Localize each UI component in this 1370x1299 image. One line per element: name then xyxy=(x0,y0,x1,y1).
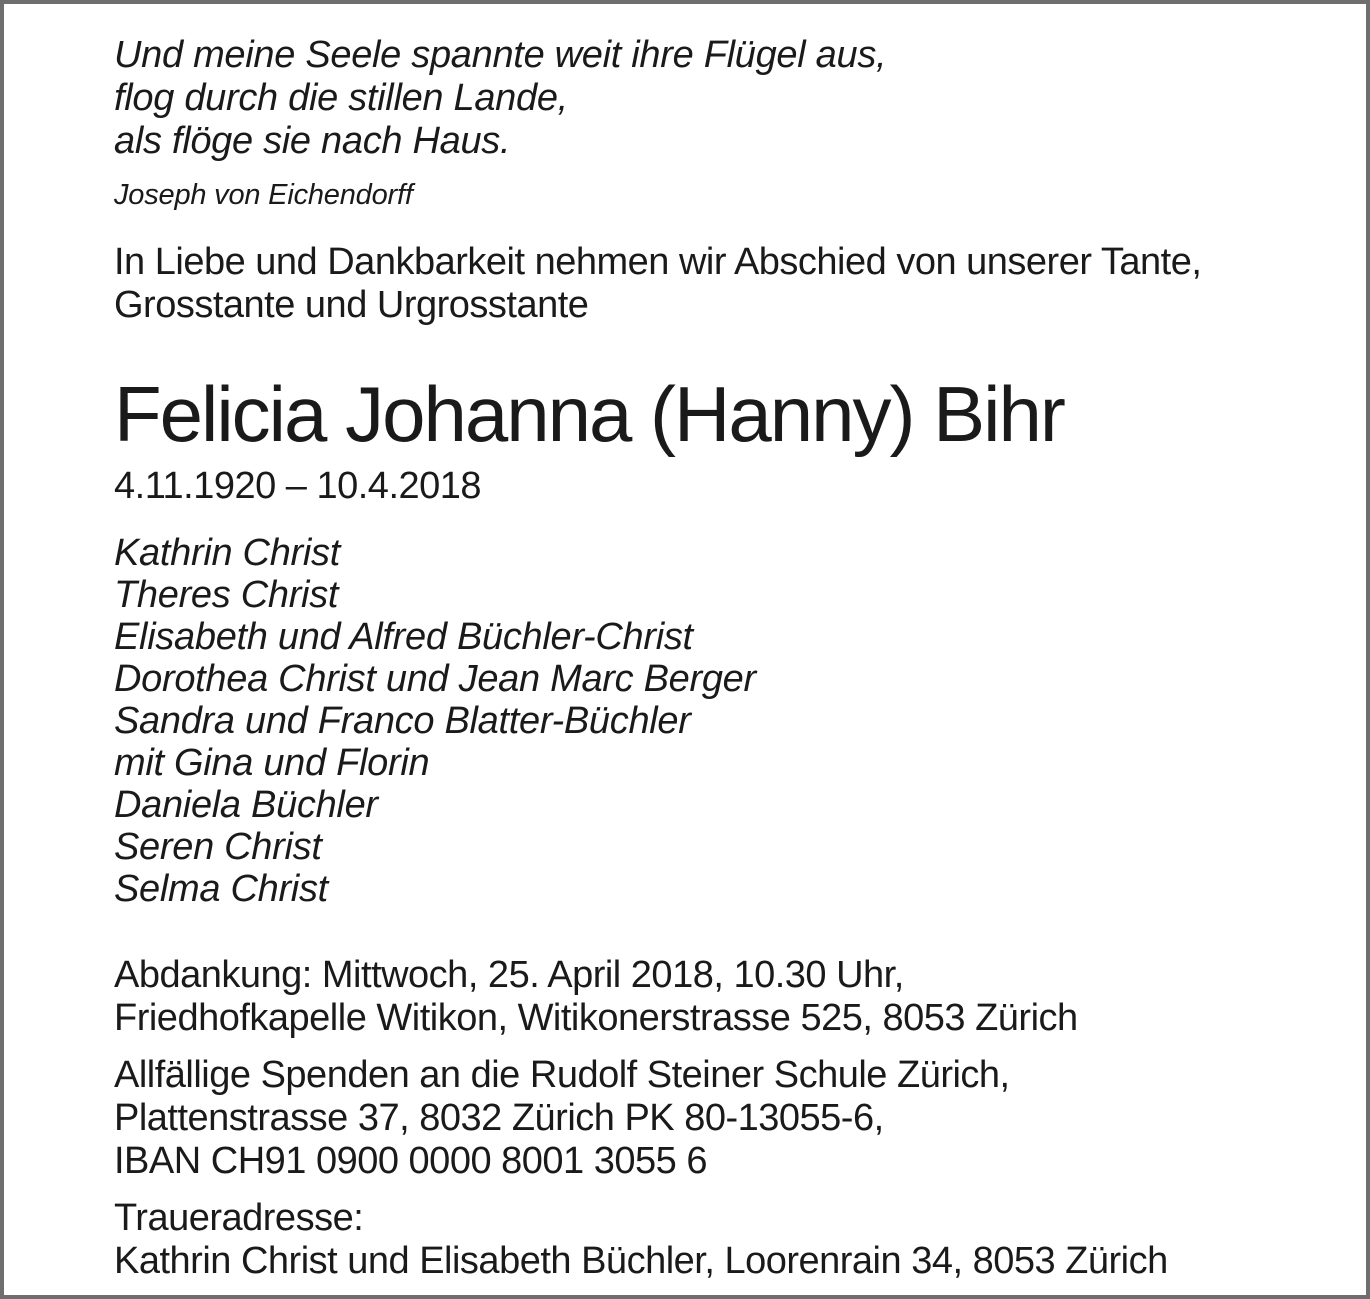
mourner-name: Sandra und Franco Blatter-Büchler xyxy=(114,700,691,742)
farewell-paragraph xyxy=(114,241,1316,327)
mourners-list xyxy=(114,532,1316,910)
deceased-name: Felicia Johanna (Hanny) Bihr xyxy=(114,370,1064,458)
mourner-name: Selma Christ xyxy=(114,868,328,910)
donation-line: Plattenstrasse 37, 8032 Zürich PK 80-13055-6, xyxy=(114,1097,884,1139)
mourner-name: mit Gina und Florin xyxy=(114,742,430,784)
condolence-line: Kathrin Christ und Elisabeth Büchler, Loorenrain 34, 8053 Zürich xyxy=(114,1240,1168,1282)
donation-line: IBAN CH91 0900 0000 8001 3055 6 xyxy=(114,1140,707,1182)
farewell-line: Grosstante und Urgrosstante xyxy=(114,284,589,326)
donation-info xyxy=(114,1054,1316,1183)
funeral-service-info xyxy=(114,954,1316,1040)
service-line: Friedhofkapelle Witikon, Witikonerstrasse 525, 8053 Zürich xyxy=(114,997,1078,1039)
poem-line: als flöge sie nach Haus. xyxy=(114,120,511,162)
mourner-name: Kathrin Christ xyxy=(114,532,340,574)
donation-line: Allfällige Spenden an die Rudolf Steiner Schule Zürich, xyxy=(114,1054,1010,1096)
poem-attribution: Joseph von Eichendorff xyxy=(114,179,413,211)
mourner-name: Daniela Büchler xyxy=(114,784,378,826)
poem-line: flog durch die stillen Lande, xyxy=(114,77,568,119)
poem-line: Und meine Seele spannte weit ihre Flügel aus, xyxy=(114,34,887,76)
mourner-name: Elisabeth und Alfred Büchler-Christ xyxy=(114,616,693,658)
service-line: Abdankung: Mittwoch, 25. April 2018, 10.30 Uhr, xyxy=(114,954,904,996)
poem-quote xyxy=(114,34,1316,163)
life-dates: 4.11.1920 – 10.4.2018 xyxy=(114,465,482,507)
mourner-name: Dorothea Christ und Jean Marc Berger xyxy=(114,658,756,700)
mourner-name: Seren Christ xyxy=(114,826,322,868)
farewell-line: In Liebe und Dankbarkeit nehmen wir Abschied von unserer Tante, xyxy=(114,241,1202,283)
condolence-label: Traueradresse: xyxy=(114,1197,364,1239)
condolence-address xyxy=(114,1197,1316,1283)
mourner-name: Theres Christ xyxy=(114,574,339,616)
